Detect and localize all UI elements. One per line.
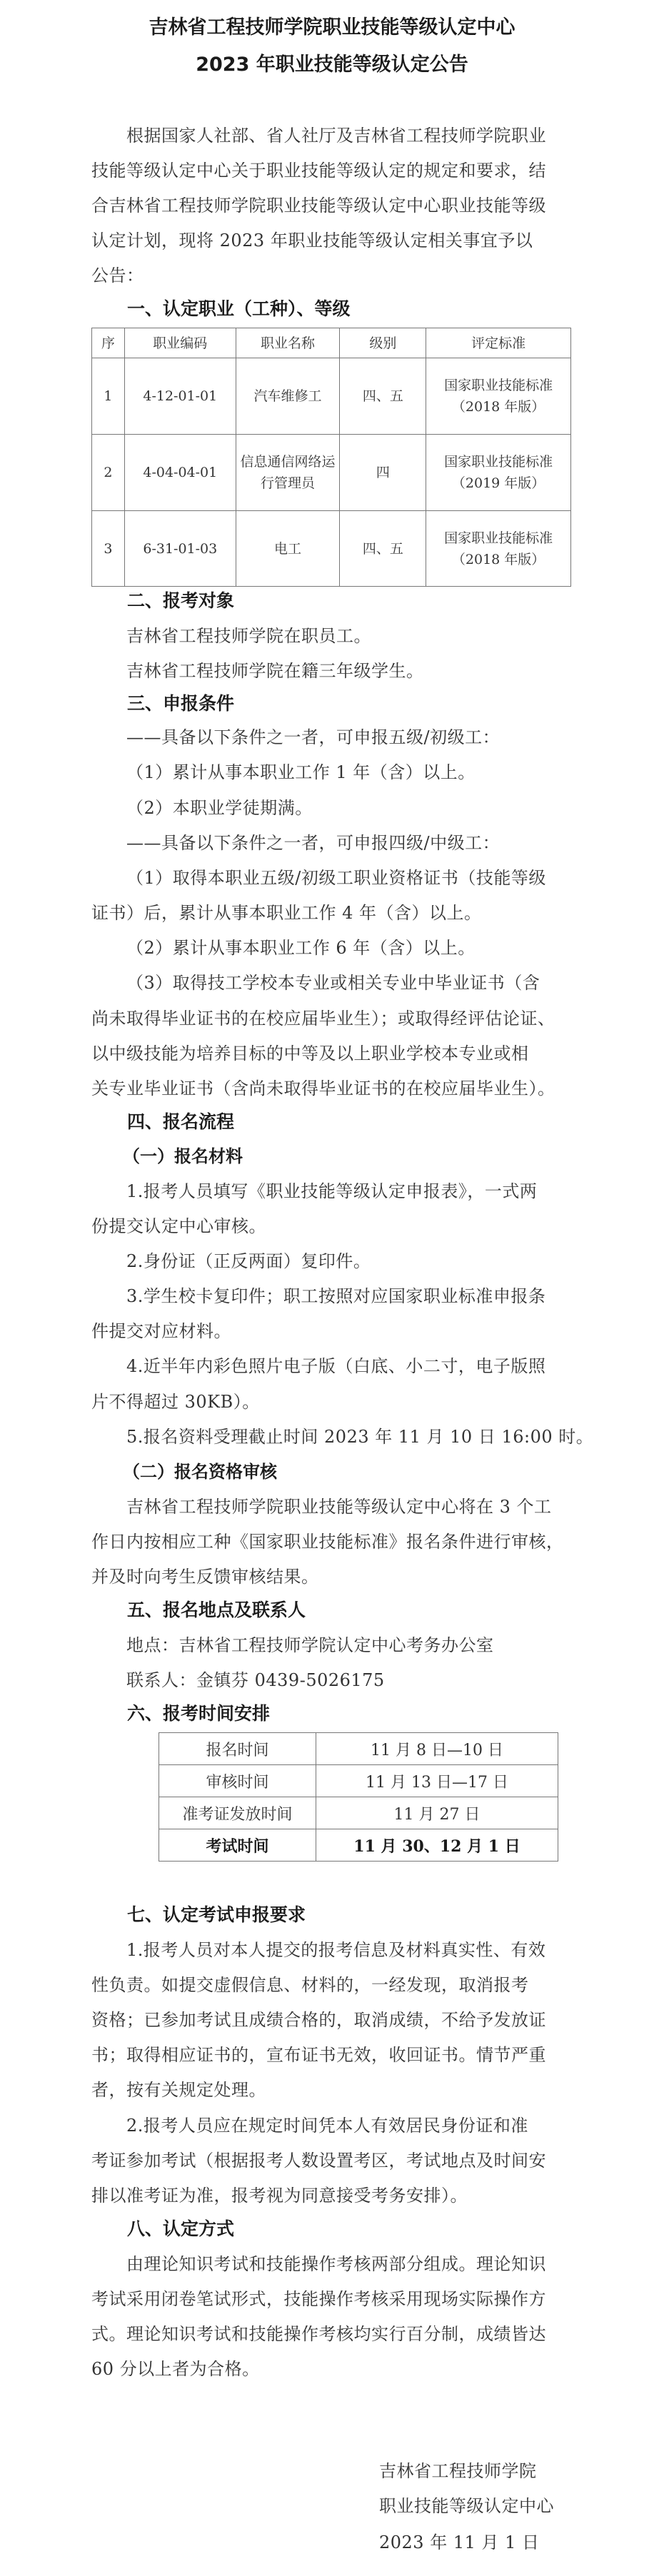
table-cell: 6-31-01-03 bbox=[124, 511, 236, 587]
text-line: 式。理论知识考试和技能操作考核均实行百分制，成绩皆达 bbox=[91, 2324, 546, 2344]
section-heading: 五、报名地点及联系人 bbox=[127, 1600, 306, 1620]
cell-text: 信息通信网络运 bbox=[240, 454, 336, 470]
table-cell: 四、五 bbox=[340, 511, 426, 587]
text-line: 吉林省工程技师学院在职员工。 bbox=[126, 626, 371, 646]
table-row bbox=[92, 358, 571, 435]
table-row bbox=[159, 1765, 558, 1797]
intro-line: 公告： bbox=[91, 266, 144, 286]
text-line: 2.身份证（正反两面）复印件。 bbox=[126, 1251, 371, 1271]
text-line: 件提交对应材料。 bbox=[91, 1321, 231, 1341]
text-line: 由理论知识考试和技能操作考核两部分组成。理论知识 bbox=[126, 2254, 546, 2274]
cell-text: 行管理员 bbox=[261, 475, 316, 491]
text-line: 以中级技能为培养目标的中等及以上职业学校本专业或相 bbox=[91, 1044, 529, 1064]
table-cell bbox=[426, 435, 571, 511]
table-header-cell: 评定标准 bbox=[426, 328, 571, 358]
section-heading: 七、认定考试申报要求 bbox=[127, 1904, 306, 1925]
table-row bbox=[92, 511, 571, 587]
table-cell bbox=[426, 358, 571, 435]
table-cell: 4-04-04-01 bbox=[124, 435, 236, 511]
schedule-label: 审核时间 bbox=[159, 1765, 316, 1797]
text-line: 并及时向考生反馈审核结果。 bbox=[91, 1567, 319, 1587]
table-cell bbox=[236, 358, 340, 435]
text-line: 1.报考人员填写《职业技能等级认定申报表》，一式两 bbox=[126, 1181, 538, 1201]
intro-line: 根据国家人社部、省人社厅及吉林省工程技师学院职业 bbox=[126, 126, 546, 146]
table-row bbox=[92, 435, 571, 511]
schedule-table bbox=[159, 1732, 558, 1862]
cell-text: （2019 年版） bbox=[451, 475, 545, 491]
schedule-value: 11 月 13 日—17 日 bbox=[316, 1765, 558, 1797]
table-cell: 1 bbox=[92, 358, 125, 435]
cell-text: 国家职业技能标准 bbox=[444, 378, 553, 393]
text-line: 书；取得相应证书的，宣布证书无效，收回证书。情节严重 bbox=[91, 2045, 546, 2065]
signature-org: 吉林省工程技师学院 bbox=[379, 2461, 537, 2481]
text-line: 作日内按相应工种《国家职业技能标准》报名条件进行审核， bbox=[91, 1532, 564, 1552]
cell-text: （2018 年版） bbox=[451, 551, 545, 567]
schedule-value: 11 月 30、12 月 1 日 bbox=[316, 1829, 558, 1862]
section-heading: 一、认定职业（工种）、等级 bbox=[127, 298, 351, 319]
cell-text: 国家职业技能标准 bbox=[444, 454, 553, 470]
table-cell bbox=[236, 435, 340, 511]
contact-text: 联系人：金镇芬 0439-5026175 bbox=[126, 1670, 385, 1690]
text-line: 关专业毕业证书（含尚未取得毕业证书的在校应届毕业生）。 bbox=[91, 1079, 555, 1098]
schedule-value: 11 月 27 日 bbox=[316, 1797, 558, 1829]
schedule-value: 11 月 8 日—10 日 bbox=[316, 1733, 558, 1765]
table-header-cell: 职业名称 bbox=[236, 328, 340, 358]
section-heading: 八、认定方式 bbox=[127, 2218, 235, 2239]
text-line: 性负责。如提交虚假信息、材料的，一经发现，取消报考 bbox=[91, 1975, 529, 1995]
text-line: （1）累计从事本职业工作 1 年（含）以上。 bbox=[126, 762, 476, 782]
table-row bbox=[159, 1733, 558, 1765]
text-line: （1）取得本职业五级/初级工职业资格证书（技能等级 bbox=[126, 868, 546, 888]
text-line: 份提交认定中心审核。 bbox=[91, 1216, 266, 1236]
text-line: （2）累计从事本职业工作 6 年（含）以上。 bbox=[126, 938, 476, 958]
text-line: 1.报考人员对本人提交的报考信息及材料真实性、有效 bbox=[126, 1940, 546, 1960]
schedule-label: 考试时间 bbox=[159, 1829, 316, 1862]
text-line: 吉林省工程技师学院在籍三年级学生。 bbox=[126, 661, 424, 681]
table-row bbox=[159, 1829, 558, 1862]
table-cell: 4-12-01-01 bbox=[124, 358, 236, 435]
text-line: 考试采用闭卷笔试形式，技能操作考核采用现场实际操作方 bbox=[91, 2289, 546, 2309]
text-line: 片不得超过 30KB）。 bbox=[91, 1392, 260, 1412]
table-cell: 四、五 bbox=[340, 358, 426, 435]
text-line: 者，按有关规定处理。 bbox=[91, 2080, 266, 2100]
occupation-table bbox=[91, 328, 571, 587]
text-line: 3.学生校卡复印件；职工按照对应国家职业标准申报条 bbox=[126, 1286, 546, 1306]
section-heading: 四、报名流程 bbox=[127, 1111, 235, 1132]
table-cell bbox=[236, 511, 340, 587]
text-line: 60 分以上者为合格。 bbox=[91, 2359, 260, 2379]
subsection-heading: （二）报名资格审核 bbox=[123, 1461, 277, 1482]
text-line: 4.近半年内彩色照片电子版（白底、小二寸，电子版照 bbox=[126, 1356, 546, 1376]
table-header-cell: 序 bbox=[92, 328, 125, 358]
cell-text: 汽车维修工 bbox=[253, 388, 322, 404]
signature-org: 职业技能等级认定中心 bbox=[379, 2496, 554, 2516]
text-line: （3）取得技工学校本专业或相关专业中毕业证书（含 bbox=[126, 973, 540, 993]
page-subtitle: 2023 年职业技能等级认定公告 bbox=[196, 54, 468, 76]
table-header-cell: 级别 bbox=[340, 328, 426, 358]
schedule-label: 准考证发放时间 bbox=[159, 1797, 316, 1829]
cell-text: 国家职业技能标准 bbox=[444, 530, 553, 546]
section-heading: 六、报考时间安排 bbox=[127, 1703, 271, 1724]
section-heading: 三、申报条件 bbox=[127, 693, 235, 714]
text-line: 证书）后，累计从事本职业工作 4 年（含）以上。 bbox=[91, 903, 482, 923]
subsection-heading: （一）报名材料 bbox=[123, 1146, 243, 1166]
section-heading: 二、报考对象 bbox=[127, 590, 235, 611]
text-line: 尚未取得毕业证书的在校应届毕业生）；或取得经评估论证、 bbox=[91, 1009, 555, 1029]
table-cell: 四 bbox=[340, 435, 426, 511]
table-cell bbox=[426, 511, 571, 587]
text-line: （2）本职业学徒期满。 bbox=[126, 798, 313, 818]
schedule-label: 报名时间 bbox=[159, 1733, 316, 1765]
cell-text: （2018 年版） bbox=[451, 399, 545, 415]
page-title: 吉林省工程技师学院职业技能等级认定中心 bbox=[149, 16, 515, 39]
text-line: 2.报考人员应在规定时间凭本人有效居民身份证和准 bbox=[126, 2116, 528, 2136]
signature-date: 2023 年 11 月 1 日 bbox=[379, 2532, 540, 2552]
table-row bbox=[159, 1797, 558, 1829]
table-header-row bbox=[92, 328, 571, 358]
text-line: ——具备以下条件之一者，可申报四级/中级工： bbox=[126, 833, 500, 853]
cell-text: 电工 bbox=[274, 540, 302, 557]
table-cell: 2 bbox=[92, 435, 125, 511]
intro-line: 技能等级认定中心关于职业技能等级认定的规定和要求，结 bbox=[91, 161, 546, 181]
intro-line: 合吉林省工程技师学院职业技能等级认定中心职业技能等级 bbox=[91, 196, 546, 216]
text-line: 排以准考证为准，报考视为同意接受考务安排）。 bbox=[91, 2186, 468, 2206]
text-line: ——具备以下条件之一者，可申报五级/初级工： bbox=[126, 727, 500, 747]
text-line: 吉林省工程技师学院职业技能等级认定中心将在 3 个工 bbox=[126, 1497, 552, 1517]
location-text: 地点：吉林省工程技师学院认定中心考务办公室 bbox=[126, 1635, 494, 1655]
text-line: 考证参加考试（根据报考人数设置考区，考试地点及时间安 bbox=[91, 2151, 546, 2171]
text-line: 资格；已参加考试且成绩合格的，取消成绩，不给予发放证 bbox=[91, 2010, 546, 2030]
table-cell: 3 bbox=[92, 511, 125, 587]
text-line: 5.报名资料受理截止时间 2023 年 11 月 10 日 16:00 时。 bbox=[126, 1427, 594, 1447]
intro-line: 认定计划，现将 2023 年职业技能等级认定相关事宜予以 bbox=[91, 231, 533, 251]
table-header-cell: 职业编码 bbox=[124, 328, 236, 358]
